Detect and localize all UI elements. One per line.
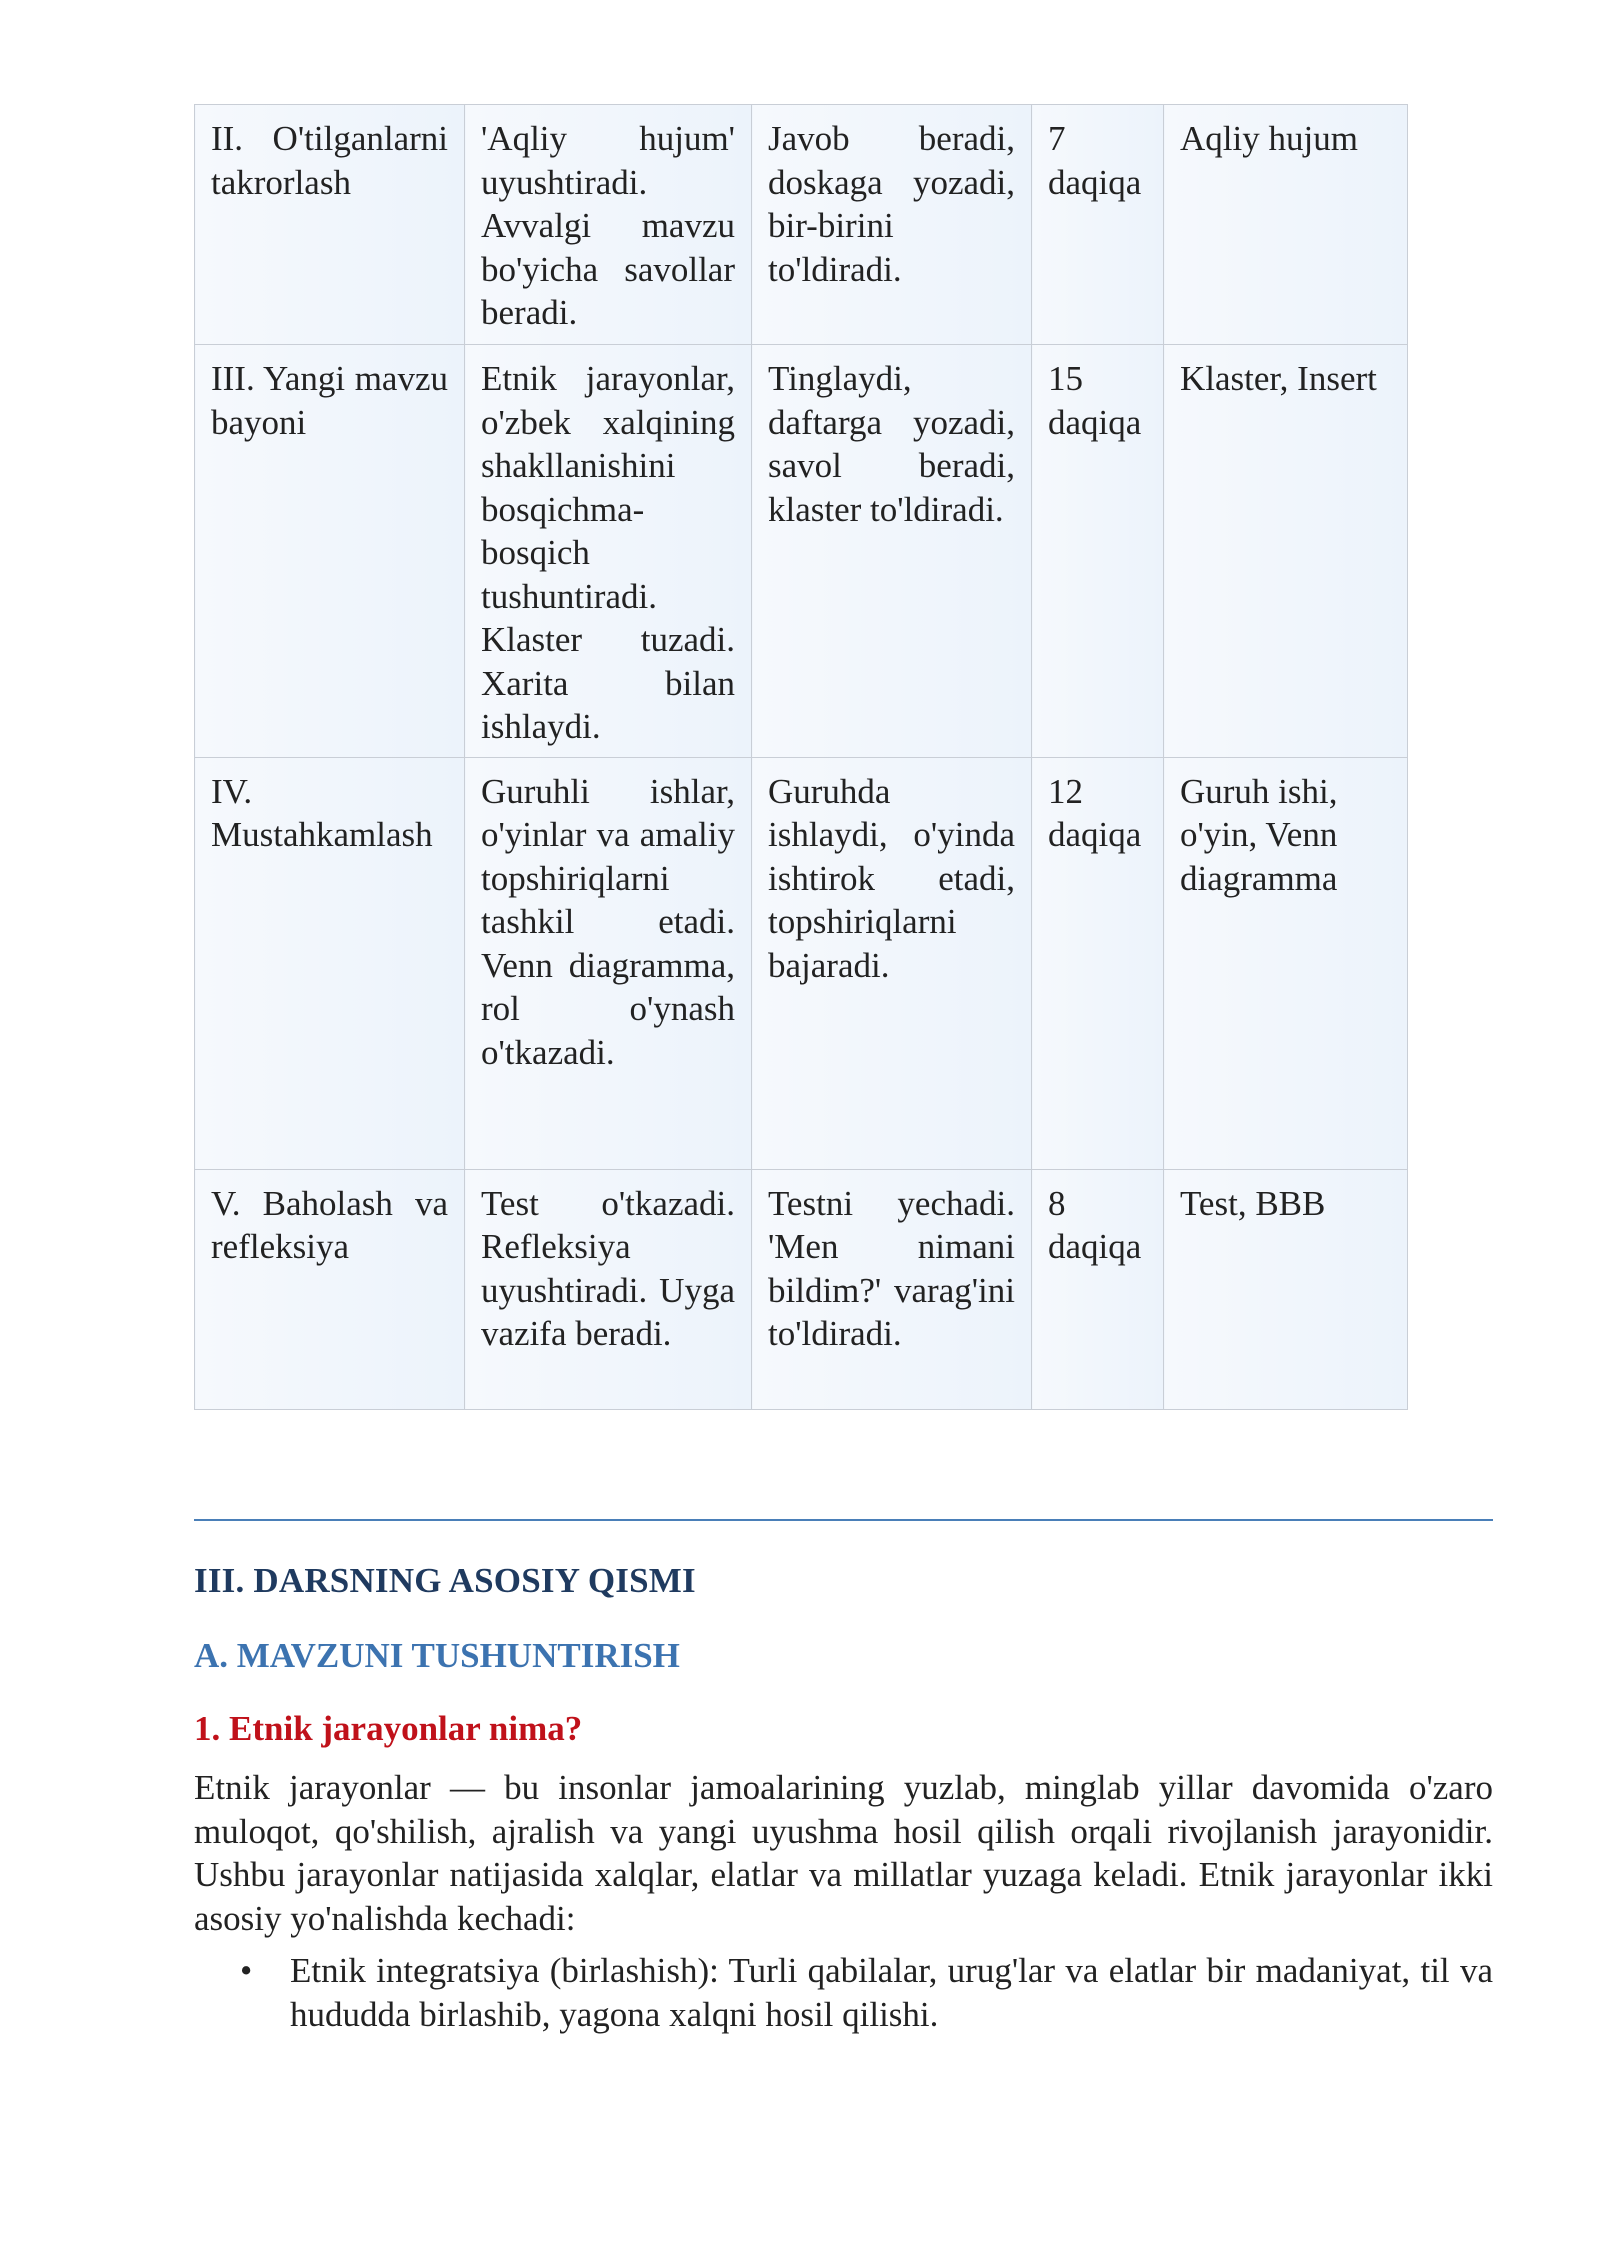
table-row [195, 105, 1408, 345]
time-cell: 15 daqiqa [1032, 345, 1164, 758]
stage-cell: IV. Mustahkamlash [195, 757, 465, 1169]
student-activity-cell: Guruhda ishlaydi, o'yinda ishtirok etadi, topshiriqlarni bajaradi. [752, 757, 1032, 1169]
subsection-heading: A. MAVZUNI TUSHUNTIRISH [194, 1636, 680, 1675]
teacher-activity-cell: Etnik jarayonlar, o'zbek xalqining shakllanishini bosqichma-bosqich tushuntiradi. Klaster tuzadi. Xarita bilan ishlaydi. [465, 345, 752, 758]
student-activity-cell: Javob beradi, doskaga yozadi, bir-birini to'ldiradi. [752, 105, 1032, 345]
list-item [194, 1949, 1493, 2036]
teacher-activity-cell: Guruhli ishlar, o'yinlar va amaliy topshiriqlarni tashkil etadi. Venn diagramma, rol o'ynash o'tkazadi. [465, 757, 752, 1169]
section-heading: III. DARSNING ASOSIY QISMI [194, 1561, 696, 1600]
time-cell: 8 daqiqa [1032, 1169, 1164, 1409]
time-cell: 12 daqiqa [1032, 757, 1164, 1169]
table-row [195, 1169, 1408, 1409]
method-cell: Guruh ishi, o'yin, Venn diagramma [1164, 757, 1408, 1169]
student-activity-cell: Tinglaydi, daftarga yozadi, savol beradi, klaster to'ldiradi. [752, 345, 1032, 758]
bullet-list [194, 1949, 1493, 2036]
time-cell: 7 daqiqa [1032, 105, 1164, 345]
student-activity-cell: Testni yechadi. 'Men nimani bildim?' varag'ini to'ldiradi. [752, 1169, 1032, 1409]
list-item-text: Etnik integratsiya (birlashish): Turli qabilalar, urug'lar va elatlar bir madaniyat, til va hududda birlashib, yagona xalqni hosil qilishi. [290, 1951, 1493, 2034]
question-heading: 1. Etnik jarayonlar nima? [194, 1709, 583, 1748]
method-cell: Aqliy hujum [1164, 105, 1408, 345]
teacher-activity-cell: Test o'tkazadi. Refleksiya uyushtiradi. Uyga vazifa beradi. [465, 1169, 752, 1409]
stage-cell: III. Yangi mavzu bayoni [195, 345, 465, 758]
stage-cell: V. Baholash va refleksiya [195, 1169, 465, 1409]
method-cell: Test, BBB [1164, 1169, 1408, 1409]
lesson-plan-table [194, 104, 1408, 1410]
table-row [195, 345, 1408, 758]
teacher-activity-cell: 'Aqliy hujum' uyushtiradi. Avvalgi mavzu bo'yicha savollar beradi. [465, 105, 752, 345]
table-row [195, 757, 1408, 1169]
bullet-icon: • [240, 1951, 253, 1990]
stage-cell: II. O'tilganlarni takrorlash [195, 105, 465, 345]
method-cell: Klaster, Insert [1164, 345, 1408, 758]
section-divider [194, 1519, 1493, 1521]
body-paragraph: Etnik jarayonlar — bu insonlar jamoalarining yuzlab, minglab yillar davomida o'zaro muloqot, qo'shilish, ajralish va yangi uyushma hosil qilish orqali rivojlanish jarayonidir. Ushbu jarayonlar natijasida xalqlar, elatlar va millatlar yuzaga keladi. Etnik jarayonlar ikki asosiy yo'nalishda kechadi: [194, 1768, 1493, 1938]
